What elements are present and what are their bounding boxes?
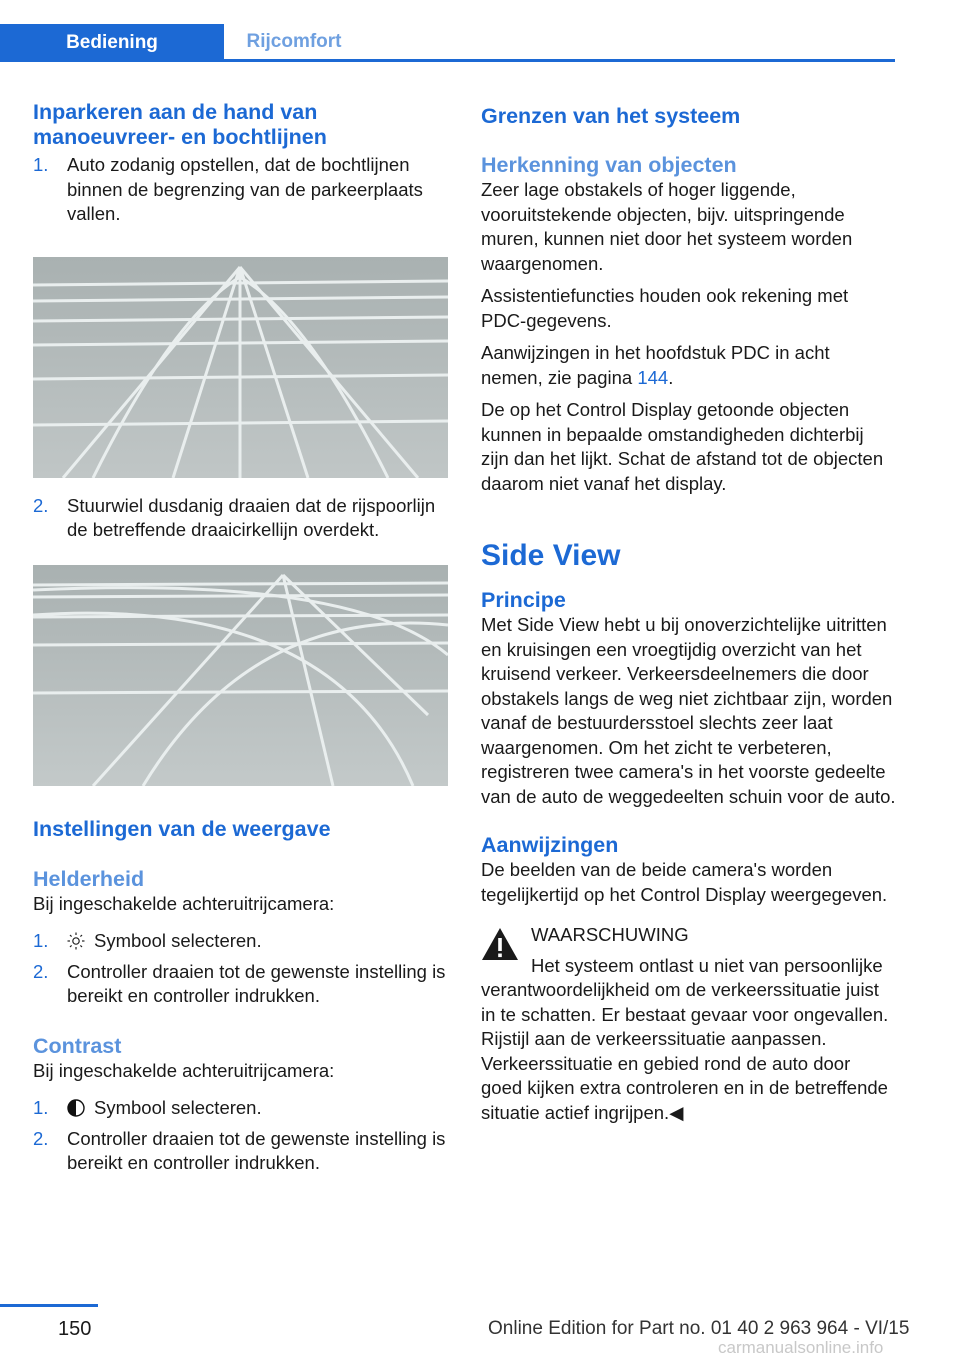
tab-bediening[interactable]: Bediening (0, 24, 224, 62)
page-link[interactable]: 144 (637, 366, 669, 388)
subsection-title-aanwijzingen: Aanwijzingen (481, 833, 619, 857)
paragraph: De beelden van de beide camera's worden tegelijkertijd op het Control Display weergegeven. (481, 859, 888, 905)
paragraph-text: . (668, 366, 674, 388)
list-item (33, 929, 448, 954)
edition-note: Online Edition for Part no. 01 40 2 963 964 - VI/15 (488, 1318, 910, 1339)
right-column (481, 100, 896, 1125)
contrast-icon (67, 1099, 85, 1117)
subsection-title-principe: Principe (481, 588, 566, 612)
sun-icon (67, 932, 85, 950)
paragraph: De op het Control Display getoonde objecten kunnen in bepaalde omstandigheden dichterbij zijn dan het lijkt. Schat de afstand tot de objecten daarom niet vanaf het display. (481, 399, 884, 494)
section-title-weergave: Instellingen van de weergave (33, 816, 331, 841)
subsection-title-helderheid: Helderheid (33, 866, 145, 891)
figure-turning-circle (33, 565, 448, 786)
list-item (33, 1096, 448, 1121)
paragraph-text: Aanwijzingen in het hoofdstuk PDC in acht nemen, zie pagina (481, 342, 830, 388)
step-text: Controller draaien tot de gewenste instelling is bereikt en controller indrukken. (67, 960, 446, 1006)
warning-triangle-icon (481, 927, 519, 961)
step-text: Stuurwiel dusdanig draaien dat de rijspoorlijn de betreffende draaicirkellijn overdekt. (67, 494, 436, 540)
warning-text: Het systeem ontlast u niet van persoonlijke verantwoordelijkheid om de verkeerssituatie juist in te schatten. Er bestaat gevaar voor ongevallen. Rijstijl aan de verkeerssituatie aanpassen. Verkeerssituatie en gebied rond de auto door goed kijken extra controleren en in de betreffende situatie actief ingrijpen.◀ (481, 954, 889, 1123)
list-item (33, 1127, 448, 1176)
step-text: Controller draaien tot de gewenste instelling is bereikt en controller indrukken. (67, 1127, 446, 1173)
left-column (33, 100, 448, 1176)
step-text: Auto zodanig opstellen, dat de bochtlijnen binnen de begrenzing van de parkeerplaats vallen. (67, 154, 423, 224)
section-title-grenzen: Grenzen van het systeem (481, 104, 741, 128)
subsection-title-herkenning: Herkenning van objecten (481, 153, 737, 177)
step-number: 2. (33, 1127, 49, 1149)
subsection-title-contrast: Contrast (33, 1033, 122, 1058)
page-number: 150 (58, 1318, 92, 1340)
header-underline (0, 59, 895, 62)
step-text-wrap (67, 1096, 448, 1121)
contrast-intro: Bij ingeschakelde achteruitrijcamera: (33, 1059, 335, 1081)
tab-rijcomfort[interactable]: Rijcomfort (246, 30, 342, 52)
paragraph: Met Side View hebt u bij onoverzichtelijke uitritten en kruisingen een vroegtijdig overzicht van het kruisend verkeer. Verkeersdeelnemers die door obstakels langs de weg niet zichtbaar zijn, worden vanaf de bestuurdersstoel slechts zeer laat waargenomen. Om het zicht te verbeteren, registreren twee camera's in het voorste gedeelte van de auto de weggedeelten schuin voor de auto. (481, 614, 896, 807)
step-number: 2. (33, 960, 49, 982)
step-text: Symbool selecteren. (94, 930, 262, 951)
section-title-inparkeren: Inparkeren aan de hand van manoeuvreer- en bochtlijnen (33, 100, 327, 149)
brightness-intro: Bij ingeschakelde achteruitrijcamera: (33, 892, 335, 914)
paragraph: Assistentiefuncties houden ook rekening met PDC-gegevens. (481, 285, 849, 331)
step-text: Symbool selecteren. (94, 1097, 262, 1118)
warning-label: WAARSCHUWING (531, 924, 689, 945)
footer-rule (0, 1304, 98, 1307)
step-number: 1. (33, 930, 49, 951)
step-number: 2. (33, 494, 49, 516)
header-tabs (0, 24, 895, 62)
section-title-side-view: Side View (481, 539, 621, 572)
paragraph: Zeer lage obstakels of hoger liggende, vooruitstekende objecten, bijv. uitspringende muren, kunnen niet door het systeem worden waargenomen. (481, 179, 853, 274)
warning-block (481, 923, 896, 1125)
paragraph-with-link (481, 341, 896, 390)
watermark: carmanualsonline.info (718, 1338, 884, 1357)
list-item (33, 153, 448, 227)
step-text-wrap (67, 929, 448, 954)
list-item (33, 494, 448, 543)
step-number: 1. (33, 154, 49, 175)
figure-maneuver-lines (33, 257, 448, 478)
step-number: 1. (33, 1097, 49, 1118)
list-item (33, 960, 448, 1009)
